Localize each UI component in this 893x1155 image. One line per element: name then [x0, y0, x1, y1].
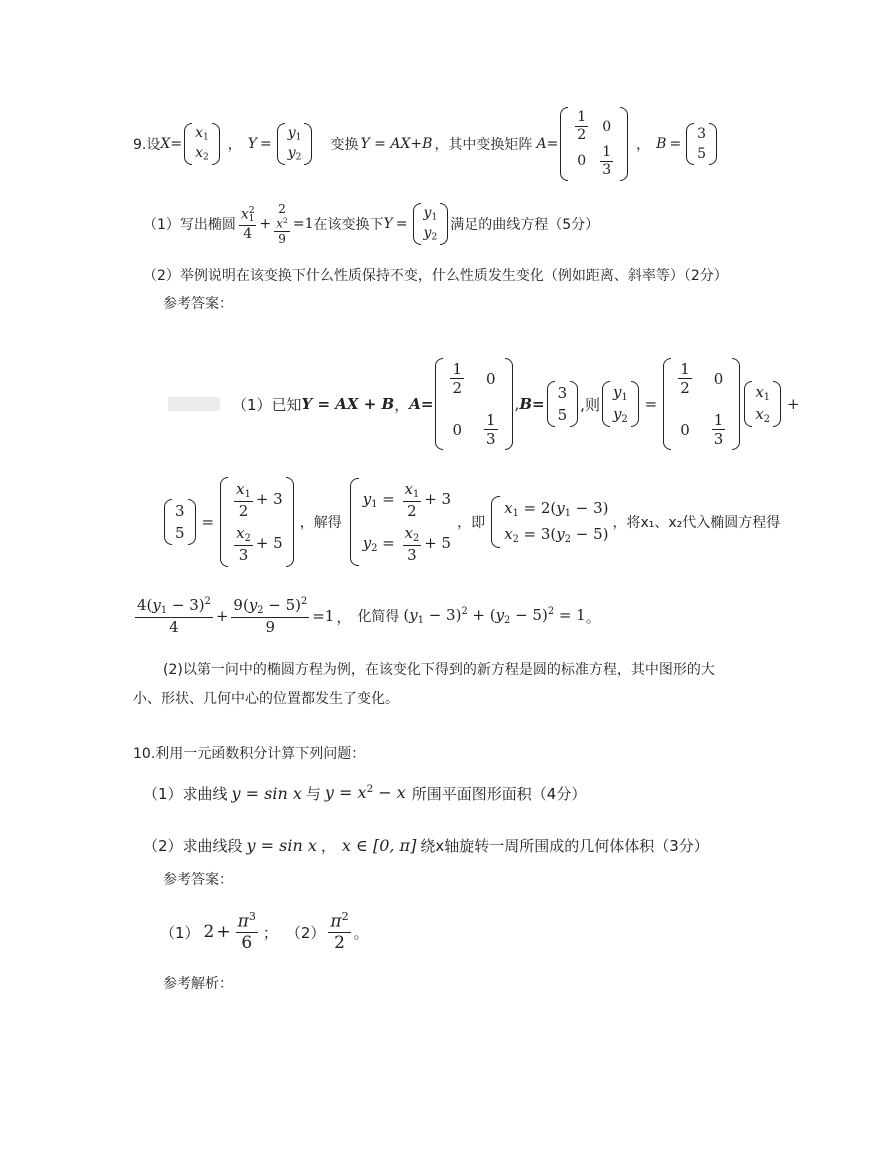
ellipse-term-y: 2 $x^2$ 9 [276, 201, 288, 247]
var-a: A [409, 395, 421, 413]
semicolon: ； [262, 923, 278, 942]
q10-analysis-label: 参考解析： [163, 976, 233, 992]
var-x: X [160, 136, 171, 152]
part1-label: （1）写出椭圆 [143, 217, 236, 233]
var-b: B [519, 395, 533, 413]
simplified-text: 化简得 [357, 609, 400, 625]
sol1-prefix: （1）已知 [232, 395, 302, 414]
equals: = [395, 216, 408, 232]
part1-mid: 在该变换下 [313, 217, 384, 233]
ie-text: ，即 [457, 515, 486, 531]
vector-expr: $\frac{x_1}{2}$ + 3 $\frac{x_2}{3}$ + 5 [220, 477, 294, 567]
q10-answer-label: 参考答案： [163, 872, 233, 888]
equals: = [546, 136, 559, 152]
vector-y: $y_1$ $y_2$ [277, 123, 313, 165]
part1-tail: 满足的曲线方程（5分） [450, 217, 600, 233]
q10-part2: （2）求曲线段 y = sin x ， x ∈ [0, π] 绕x轴旋转一周所围成的几何体体积（3分） [143, 835, 709, 855]
sol-part2: (2)以第一问中的椭圆方程为例，在该变化下得到的新方程是圆的标准方程，其中图形的大 [163, 662, 715, 678]
substitute-text: ，将x₁、x₂代入椭圆方程得 [612, 515, 781, 531]
var-b: B [656, 136, 667, 152]
ans1-int: 2 [203, 922, 215, 942]
equals: = [170, 136, 183, 152]
sol-part2-line2: 小、形状、几何中心的位置都发生了变化。 [133, 691, 399, 707]
equals: = [669, 136, 682, 152]
sol1-line: （1）已知 Y = AX + B ， A = $\frac{1}{2}$ 0 0 $\frac{1}{3}$ , B = 3 5 ,则 $y_1$ $y_2$ = $\frac{1}{2}$ 0 0 $\frac{1}{3}$ $x_1$ $x_2$ + [168, 354, 800, 454]
system-1: $y_1$ = $\frac{x_1}{2}$ + 3 $y_2$ = $\frac{x_2}{3}$ + 5 [350, 478, 451, 566]
vector-b-sol3: 3 5 [164, 499, 196, 545]
vector-b: 3 5 [686, 123, 717, 165]
blurred-mark [168, 397, 220, 411]
ans1-frac: $\frac{\pi^3}{6}$ [237, 910, 256, 954]
transform-text: 变换 [330, 137, 359, 153]
sol3-line: $\frac{4(y_1 - 3)^2}{4}$ + $\frac{9(y_2 - 5)^2}{9}$ =1 ， 化简得 $(y_1 - 3)^2 + (y_2 - 5)^2 = 1$ 。 [137, 596, 601, 636]
period: 。 [353, 923, 369, 942]
q10-part2-tail: 绕x轴旋转一周所围成的几何体体积（3分） [420, 836, 709, 855]
matrix-a-sol: $\frac{1}{2}$ 0 0 $\frac{1}{3}$ [435, 358, 512, 450]
and-text: 与 [305, 784, 321, 803]
var-y: Y [383, 216, 393, 232]
eq-one: =1 [292, 216, 314, 232]
eq-sin: y = sin x [231, 783, 302, 803]
term-1: $\frac{4(y_1 - 3)^2}{4}$ [137, 596, 211, 636]
plus: + [216, 922, 231, 942]
vector-x-sol: $x_1$ $x_2$ [744, 381, 781, 427]
term-2: $\frac{9(y_2 - 5)^2}{9}$ [233, 596, 308, 636]
q9-prefix: 9.设 [133, 137, 161, 153]
equals: = [260, 136, 272, 152]
transform-eq: Y = AX+B [360, 136, 433, 152]
q10-answers [160, 904, 369, 960]
eq-one: =1 [312, 607, 335, 625]
comma: ， [636, 137, 651, 153]
where-text: ，其中变换矩阵 [434, 137, 533, 153]
q10-stem: 10.利用一元函数积分计算下列问题： [133, 746, 366, 762]
matrix-a-sol2: $\frac{1}{2}$ 0 0 $\frac{1}{3}$ [663, 358, 740, 450]
equals: = [532, 395, 545, 413]
equals: = [420, 395, 434, 413]
ans2-frac: $\frac{\pi^2}{2}$ [330, 910, 349, 954]
eq-sin-2: y = sin x [246, 835, 317, 855]
q10-part1 [143, 778, 586, 808]
vector-y: $y_1$ $y_2$ [413, 203, 449, 245]
matrix-a: $\frac{1}{2}$ 0 0 $\frac{1}{3}$ [560, 107, 628, 180]
q10-part2-label: （2）求曲线段 [143, 836, 243, 855]
q9-part2: （2）举例说明在该变换下什么性质保持不变，什么性质发生变化（例如距离、斜率等）（2分） [143, 268, 728, 284]
comma: ， [227, 137, 242, 153]
var-y: Y [247, 136, 258, 152]
q10-part1-tail: 所围平面图形面积（4分） [411, 784, 587, 803]
vector-b-sol: 3 5 [547, 381, 579, 427]
q9-answer-label: 参考答案： [163, 296, 233, 312]
q9-stem [133, 104, 719, 184]
sol2-line: 3 5 = $\frac{x_1}{2}$ + 3 $\frac{x_2}{3}$ + 5 ，解得 $y_1$ = $\frac{x_1}{2}$ + 3 $y_2$ = $\frac{x_2}{3}$ + 5 ，即 $x_1 = 2(y_1 - 3)$ $x_2 = 3(y_2 - 5)$ ，将x₁、x₂代入椭圆方程得 [162, 472, 780, 572]
ans1-label: （1） [160, 923, 200, 942]
q10-part1-label: （1）求曲线 [143, 784, 228, 803]
vector-x: $x_1$ $x_2$ [184, 123, 220, 165]
domain: x ∈ [0, π] [341, 835, 417, 855]
var-a: A [536, 136, 547, 152]
solve-text: ，解得 [299, 515, 342, 531]
then-text: ,则 [580, 395, 600, 414]
vector-y-sol: $y_1$ $y_2$ [602, 381, 639, 427]
sol1-given: Y = AX + B [301, 395, 395, 413]
q9-part1: （1）写出椭圆 $\frac{x^2_1}{4}$ + 2 $x^2$ 9 =1 在该变换下 Y = $y_1$ $y_2$ 满足的曲线方程（5分） [143, 201, 600, 247]
eq-parabola: $y = x^2 - x$ [324, 783, 406, 803]
ans2-label: （2） [285, 923, 326, 942]
ellipse-term-x: $\frac{x^2_1}{4}$ [240, 205, 255, 242]
system-2: $x_1 = 2(y_1 - 3)$ $x_2 = 3(y_2 - 5)$ [491, 496, 608, 548]
